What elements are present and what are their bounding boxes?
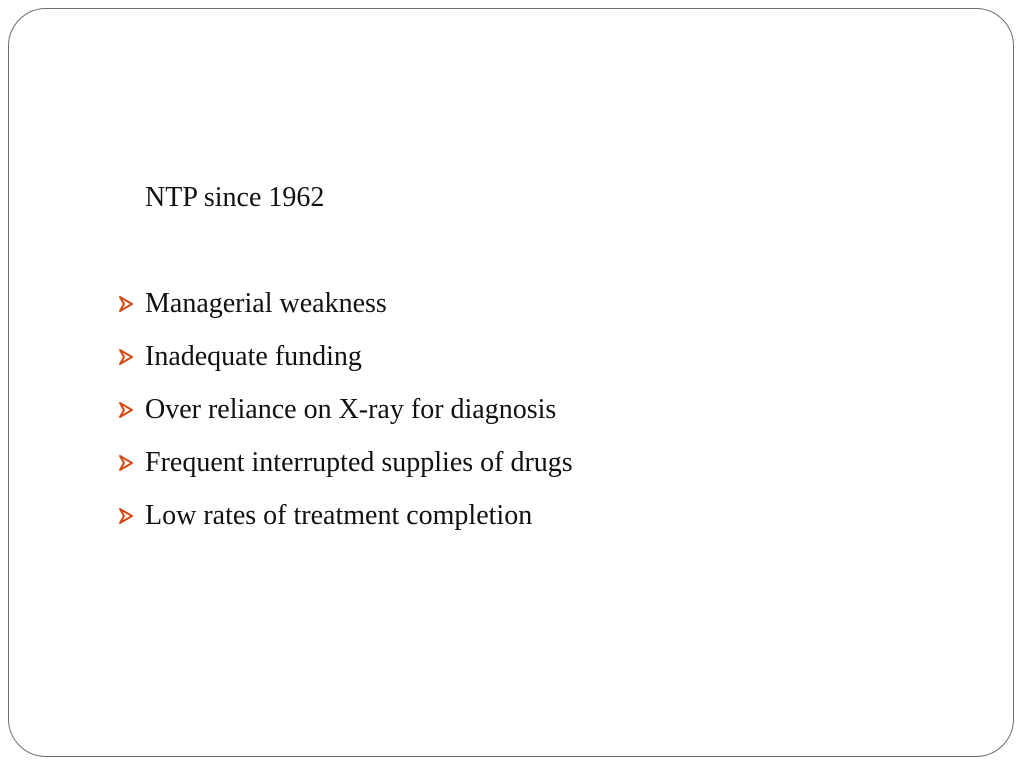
bullet-text: Frequent interrupted supplies of drugs [145, 447, 573, 478]
bullet-item-low-rates-of-treatment-completion [115, 496, 532, 536]
arrow-bullet-icon [115, 507, 145, 525]
bullet-item-managerial-weakness [115, 284, 387, 324]
filled-circle-bullet-icon [115, 182, 145, 214]
bullet-text: NTP since 1962 [145, 182, 325, 213]
bullet-text: Over reliance on X-ray for diagnosis [145, 394, 557, 425]
bullet-item-ntp-since-1962 [115, 178, 324, 218]
bullet-item-over-reliance-on-x-ray [115, 390, 556, 430]
bullet-text: Managerial weakness [145, 288, 387, 319]
arrow-bullet-icon [115, 295, 145, 313]
bullet-text: Inadequate funding [145, 341, 362, 372]
bullet-item-inadequate-funding [115, 337, 362, 377]
bullet-item-frequent-interrupted-supplies [115, 443, 573, 483]
arrow-bullet-icon [115, 401, 145, 419]
slide-content [9, 9, 1013, 756]
arrow-bullet-icon [115, 348, 145, 366]
arrow-bullet-icon [115, 454, 145, 472]
bullet-text: Low rates of treatment completion [145, 500, 533, 531]
slide-frame [8, 8, 1014, 757]
